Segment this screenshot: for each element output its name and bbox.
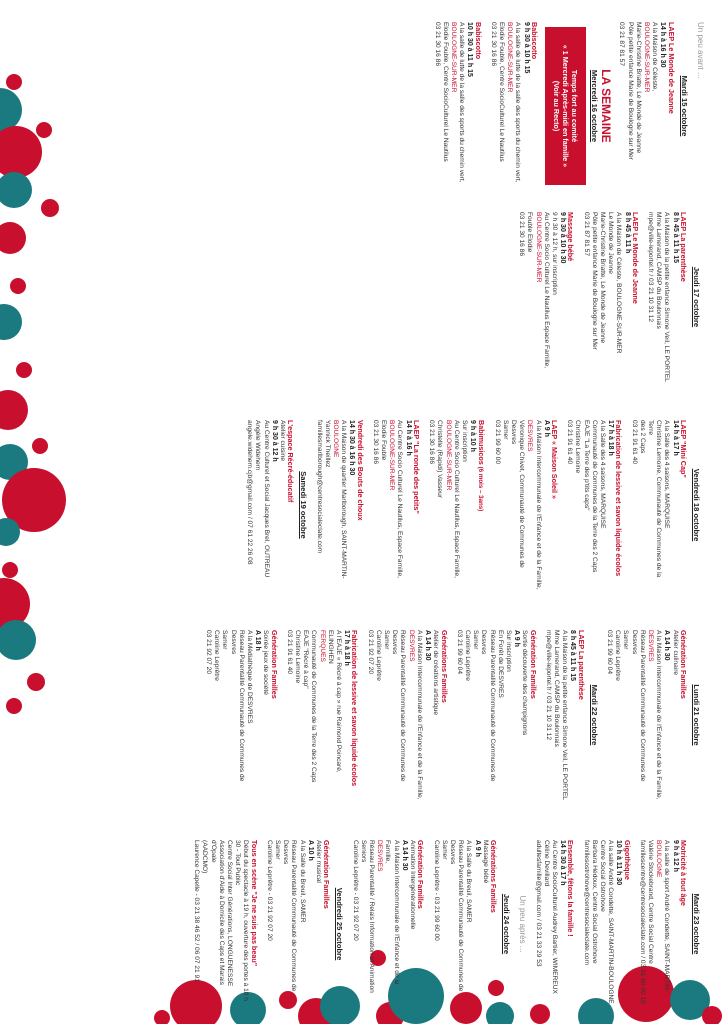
event-line: BOULOGNE-SUR-MER [388, 420, 396, 491]
event-time: 10 h à 11 h 30 [615, 840, 623, 886]
event-line: Au Centre Socio Culturel Le Nautilus Espace Famille, [542, 212, 550, 369]
event-line: 03 21 92 07 20 [366, 630, 374, 674]
event-block [265, 840, 344, 1008]
event-line: A la salle de lutte de la salle des sports du chemin vert, [458, 22, 466, 183]
event-line: Le Monde de Jeanne [607, 212, 615, 274]
event-line: Centre Social Ostrohove [598, 840, 606, 912]
event-line: EAJE "Récré à cap" [302, 630, 310, 689]
event-line: Elodie Fouble [380, 420, 388, 461]
day-heading: Jeudi 24 octobre [502, 893, 512, 955]
event-time: 14 h à 17 h [671, 420, 679, 456]
event-line: Samer [221, 630, 229, 650]
event-line: A l'EAJE « Récré à cap » rue Raimond Poincaré, ELINGHEN [326, 630, 343, 773]
banner-line: « 1 Mercredi Après-midi en famille » [560, 44, 570, 168]
event-time: 10 h 30 à 11 h 15 [466, 22, 474, 77]
event-line: Pôle petite enfance Marie de Boulogne sur Mer [590, 212, 598, 350]
event-line: 03 21 87 81 57 [582, 212, 590, 256]
event-line: Seniors [359, 840, 367, 863]
event-time: 9 h à 12 h [671, 840, 679, 872]
event-title: Vendredi des Bouts de choux [355, 420, 365, 521]
deco-circle [6, 74, 22, 90]
event-line: Céline Devillard [542, 840, 550, 887]
event-line: Centre Social Inter Générations, LONGUENESSE [226, 840, 234, 987]
event-line: (AADCMO) [201, 840, 209, 874]
deco-circle [0, 304, 22, 340]
event-line: Animation Intergénérationnelle [409, 840, 417, 930]
event-title: Tous en scène "Je ne suis pas beau" [249, 840, 259, 967]
event-line: Caroline Leprêtre [463, 630, 471, 681]
event-line: Caroline Leprêtre - 03 21 92 07 20 [351, 840, 359, 941]
event-title: Générations Familles [488, 840, 498, 913]
event-title: LAEP Le Monde de Jeanne [666, 22, 676, 114]
event-line: A la Salle des 4 saisons, MARQUISE [663, 420, 671, 529]
event-title: Motricité à tout âge [678, 840, 688, 906]
event-line: BOULOGNE-SUR-MER [642, 22, 650, 93]
event-line: 03 21 30 16 86 [433, 22, 441, 66]
event-block [581, 212, 638, 382]
event-line: Samer [501, 420, 509, 440]
event-line: A la Salle du Breuil, SAMER [465, 840, 473, 923]
event-block [517, 212, 574, 382]
event-line: Caroline Leprêtre [374, 630, 382, 681]
event-title: LAEP "Mini Cap" [678, 420, 688, 478]
event-line: Au Centre SocioCulturel Audrey Bartier, WIMEREUX [550, 840, 558, 994]
day-heading: Vendredi 25 octobre [335, 887, 345, 961]
event-block [629, 420, 700, 590]
event-line: DESVRES [407, 630, 415, 662]
event-line: Atelier de créations artistique [432, 630, 440, 716]
event-line: Réseau Parentalité Communauté de Communes de Desvres [391, 630, 407, 782]
event-title: Babiscotto [473, 22, 483, 60]
event-line: 03 21 91 61 40 [630, 420, 638, 464]
column-thursday [510, 212, 704, 382]
event-line: Réseau Parentalité Communauté de Communes de Desvres [282, 840, 298, 992]
event-title: Génération Familles [528, 630, 538, 699]
column-before [425, 22, 704, 190]
event-line: DESVRES [646, 630, 654, 662]
event-line: Caroline Leprêtre [614, 630, 622, 681]
event-line: FERQUES [318, 630, 326, 662]
event-line: Réseau Parentalité Communauté de Communes de Desvres [630, 630, 646, 782]
event-line: Association d'Aide à Domicile des Caps et Marais d'Opale [209, 840, 225, 985]
event-line: Caroline Leprêtre - 03 21 92 07 20 [265, 840, 273, 941]
event-line: 03 21 30 16 86 [489, 22, 497, 66]
deco-circle [0, 390, 28, 430]
event-line: A 14 h 30 [424, 630, 432, 661]
event-line: Réseau Parentalité / Relais Information et Animation [368, 840, 376, 993]
event-block [455, 630, 537, 800]
event-line: Marie-Christine Briatte, Le Monde de Jeanne [634, 22, 642, 154]
event-block [431, 840, 510, 1008]
event-line: Laurence Capelle - 03 21 38 46 52 / 06 07 21 91 [193, 840, 201, 982]
event-block [204, 630, 278, 800]
event-line: A la Maison Intercommunale de l'Enfance et de la Famille, [655, 630, 663, 800]
deco-circle [0, 126, 42, 178]
event-line: Communauté de Communes de la Terre des 2 Caps [590, 420, 598, 573]
deco-circle [10, 278, 26, 294]
event-line: Soirée jeux de société [262, 630, 270, 695]
event-line: Début du spectacle à 19 h, ouverture des portes à 18 h [242, 840, 250, 1001]
event-line: A la Maison Intercommunale de l'Enfance et de la Famille, [384, 840, 400, 985]
event-line: 03 21 30 16 86 [428, 420, 436, 464]
event-line: famillescentre@centresocialeclate.com / 03 91 90 00 10 [638, 840, 646, 1004]
event-line: A 18 h [254, 630, 262, 651]
event-line: DESVRES [526, 420, 534, 452]
event-line: BOULOGNE-SUR-MER [506, 22, 514, 93]
event-line: 03 21 99 60 04 [455, 630, 463, 674]
event-line: Samer [622, 630, 630, 650]
event-block [533, 840, 574, 1008]
weekly-agenda [60, 0, 724, 1024]
column-monday-tuesday [197, 630, 704, 800]
event-line: BOULOGNE [655, 840, 663, 878]
day-heading: Mardi 22 octobre [589, 684, 599, 746]
event-line: Angèle Widehem [254, 420, 262, 471]
event-line: EAJE "La Terre des p'tits caps" [582, 420, 590, 511]
event-time: 8 h 45 à 11 h 15 [671, 212, 679, 263]
event-line: Sur inscription [504, 630, 512, 672]
event-line: Caroline Leprêtre [213, 630, 221, 681]
event-line: 03 21 30 16 86 [518, 212, 526, 256]
event-time: 8 h 45 à 11 h [623, 212, 631, 254]
column-wednesday-friday [185, 840, 704, 1008]
deco-circle [0, 88, 22, 132]
event-line: A la Maison Intercommunale de l'Enfance et de la Famille, [415, 630, 423, 800]
event-line: Mme Lamerand, CAMSP du Boulonnais [552, 630, 560, 747]
event-line: A la Médiathèque de DESVRES [246, 630, 254, 724]
day-heading: Mardi 15 octobre [679, 75, 689, 137]
deco-circle [0, 620, 36, 660]
day-heading: Vendredi 18 octobre [692, 468, 701, 542]
event-line: A la Maison de la petite enfance Simone Veil, LE PORTEL [561, 630, 569, 800]
event-line: 03 21 91 61 40 [566, 420, 574, 464]
event-title: Ensemble, fêtons la famille ! [566, 840, 576, 937]
event-line: angele.widehem.cjb@gmail.com / 07 61 22 26 08 [246, 420, 254, 565]
event-title: Génération Familles [322, 840, 332, 909]
event-line: A la salle de sport André Condette, SAINT-MARTIN- [663, 840, 671, 992]
event-title: Fabrication de lessive et savon liquide écolos [350, 630, 360, 787]
event-line: 03 21 92 07 20 [205, 630, 213, 674]
event-line: Atelier cuisine [279, 420, 287, 462]
event-block [646, 212, 700, 382]
deco-circle [32, 438, 48, 454]
event-line: A 10 h [306, 840, 314, 861]
event-line: Pôle petite enfance Marie de Boulogne sur Mer [626, 22, 634, 160]
event-title: LAEP La parenthèse [678, 212, 688, 282]
event-line: Caroline Leprêtre - 03 21 99 60 00 [432, 840, 440, 941]
event-title: LAEP « Maison Soleil » [549, 420, 559, 499]
highlight-banner [546, 28, 585, 184]
event-line: A la Maison de Céleste, BOULOGNE-SUR-MER [615, 212, 623, 354]
event-age-range: (6 mois – 3ans) [477, 466, 485, 512]
event-line: des 2 Caps [638, 420, 646, 454]
event-line: Sur inscription [460, 420, 468, 462]
event-line: Réseau Parentalité Communauté de Communes de Desvres [480, 630, 496, 782]
event-block [245, 420, 307, 590]
event-line: 03 21 91 61 40 [285, 630, 293, 674]
event-block [285, 630, 359, 800]
event-line: A 9 h [513, 630, 521, 647]
event-time: 17 h à 18 h [607, 420, 615, 456]
deco-circle [16, 362, 32, 378]
event-line: A la Maison Intercommunale de l'Enfance et de la Famille, [534, 420, 542, 590]
event-line: Réseau Parentalité Communauté de Communes de Desvres [448, 840, 465, 992]
event-title: Babiscotto [529, 22, 539, 60]
event-line: A la Salle du Breuil, SAMER [298, 840, 306, 923]
event-line: Barbara Hédoux, Centre Social Ostrohove [590, 840, 598, 964]
deco-circle [6, 698, 22, 714]
event-line: Au Centre Socio Culturel Le Nautilus, Espace Famille, [452, 420, 460, 578]
event-time: 14 h à 16 h 30 [659, 22, 667, 68]
event-line: adultesfamille@gmail.com / 03 21 33 29 53 [534, 840, 542, 967]
event-line: famillesostrohove@centresocialeclate.com [582, 840, 590, 966]
event-title: Générations Familles [439, 630, 449, 703]
event-time: 9 h 30 à 10 h 30 [559, 212, 567, 264]
outro-heading: Un peu après ... [518, 895, 528, 953]
event-line: 03 21 99 60 00 [493, 420, 501, 464]
event-title: Fabrication de lessive et savon liquide écolos [614, 420, 624, 577]
event-line: A la Maison de quartier Marlborough, SAINT-MARTIN- [340, 420, 348, 579]
event-line: A 14 h 30 [400, 840, 408, 871]
event-line: 9 h 30 à 12 h [270, 420, 278, 462]
event-block [427, 420, 485, 590]
event-block [581, 840, 630, 1008]
event-time: 14 h 30 à 16 h 30 [348, 420, 356, 476]
event-title: LAEP Le Monde de Jeanne [630, 212, 640, 304]
week-heading: LA SEMAINE [599, 69, 614, 143]
event-line: Sortie découverte des champignons [521, 630, 529, 736]
event-line: Samer [383, 630, 391, 650]
event-line: Réseau Parentalité Communauté de Communes de Desvres [229, 630, 245, 782]
event-line: 03 21 87 81 57 [618, 22, 626, 66]
event-line: Samer [440, 840, 448, 860]
event-line: Au Centre Culturel et Social Jacques Brel, OUTREAU [262, 420, 270, 578]
event-line: Atelier musical [315, 840, 323, 883]
event-line: BOULOGNE-SUR-MER [444, 420, 452, 491]
col1-events [617, 22, 688, 190]
event-line: Elodie Fouble, Centre SocioCulturel Le Nautilus [497, 22, 505, 162]
event-block [605, 630, 700, 800]
event-block [192, 840, 258, 1008]
banner-line: (Voir au Recto) [551, 80, 561, 132]
event-title: LAEP La parenthèse [576, 630, 586, 700]
event-block [489, 22, 598, 190]
event-line: Christine Lemoine [574, 420, 582, 474]
event-line: A la Salle des 4 saisons, MARQUISE [598, 420, 606, 529]
event-line: En Forêt de DESVRES [496, 630, 504, 698]
event-time: 9 h 30 à 10 h 15 [522, 22, 530, 74]
event-block [371, 420, 420, 590]
event-line: mpe@ville-leportel.fr / 03 21 10 31 12 [544, 630, 552, 741]
event-title: L'espace Récré-éducatif [286, 420, 296, 503]
banner-line: Temps fort au comité [569, 69, 579, 143]
event-title: LAEP "La ronde des petits" [411, 420, 421, 514]
event-time: A 9 h [542, 420, 550, 437]
event-line: Christine Lemoine, Communauté de Communes de la Terre [646, 420, 663, 578]
event-line: Fouble Elodie [526, 212, 534, 253]
event-line: A 9 h [473, 840, 481, 857]
event-line: Samer [472, 630, 480, 650]
event-block [350, 840, 424, 1008]
event-line: A la Maison de Céleste, [651, 22, 659, 92]
deco-circle [41, 199, 59, 217]
event-line: BOULOGNE [332, 420, 340, 458]
event-time: 8 h 45 à 11 h 15 [569, 630, 577, 681]
column-friday-saturday [238, 420, 704, 590]
event-line: famillesmarlborough@centresocialeclate.com [315, 420, 323, 554]
event-title: Babimusicos [477, 420, 487, 465]
day-heading: Samedi 19 octobre [299, 471, 309, 539]
event-line: mpe@ville-leportel.fr / 03 21 10 31 12 [646, 212, 654, 323]
event-block [492, 420, 558, 590]
event-line: Atelier culinaire [671, 630, 679, 676]
event-title: Génération Familles [269, 630, 279, 699]
day-heading: Lundi 21 octobre [692, 684, 701, 746]
deco-circle [27, 673, 45, 691]
event-line: Christelle (Rapidi) Vasseur [436, 420, 444, 498]
event-line: Communauté de Communes de la Terre des 2 Caps [310, 630, 318, 783]
event-line: DESVRES [376, 840, 384, 872]
event-title: Gigothèque [622, 840, 632, 880]
event-block [638, 840, 700, 1008]
day-heading: Jeudi 17 octobre [692, 266, 701, 328]
event-block [314, 420, 363, 590]
day-heading: Mercredi 16 octobre [589, 69, 599, 143]
event-line: 9 h 30 à 12 h, sur inscription [550, 212, 558, 295]
event-line: BOULOGNE-SUR-MER [534, 212, 542, 283]
event-line: BOULOGNE-SUR-MER [449, 22, 457, 93]
event-line: Samer [274, 840, 282, 860]
event-line: 03 21 30 16 86 [371, 420, 379, 464]
event-line: 03 21 99 60 04 [605, 630, 613, 674]
event-block [544, 630, 598, 800]
event-line: Christine Lemoine [294, 630, 302, 684]
event-title: Massage bébé [566, 212, 576, 262]
event-line: A 14 h 30 [663, 630, 671, 661]
event-line: Marie-Christine Briatte, Le Monde de Jeanne [598, 212, 606, 344]
event-title: Génération Familles [678, 630, 688, 699]
event-line: A la salle André Condette, SAINT-MARTIN-BOULOGNE [607, 840, 615, 1004]
deco-circle [36, 122, 52, 138]
event-block [617, 22, 688, 190]
event-line: A la salle de lutte de la salle des sports du chemin vert, [514, 22, 522, 183]
event-line: A la Maison de la petite enfance Simone Veil, LE PORTEL [663, 212, 671, 382]
event-title: Génération Familles [416, 840, 426, 909]
event-block [565, 420, 622, 590]
event-block [365, 630, 447, 800]
deco-circle [2, 562, 18, 578]
event-line: Massage bébé [481, 840, 489, 884]
event-line: 30 - Tout Public [234, 840, 242, 886]
event-time: 17 h à 18 h [343, 630, 351, 666]
event-line: Valérie Stockebrand, Centre Social Centre [646, 840, 654, 964]
event-time: 9 h à 10 h [469, 420, 477, 452]
event-line: Mme Lamerand, CAMSP du Boulonnais [655, 212, 663, 329]
deco-circle [0, 172, 32, 208]
event-block [432, 22, 481, 190]
event-time: 14 h 30 à 17 h [559, 840, 567, 886]
day-heading: Mardi 23 octobre [692, 893, 701, 955]
event-line: Yannick Theillez [323, 420, 331, 468]
deco-circle [0, 222, 26, 254]
event-line: Elodie Fouble, Centre SocioCulturel Le Nautilus [441, 22, 449, 162]
event-line: Au Centre Socio Culturel Le Nautilus, Espace Famille, [396, 420, 404, 578]
event-time: 14 h à 16 h [404, 420, 412, 456]
intro-heading: Un peu avant ... [696, 22, 705, 79]
event-line: Véronique Chivet, Communauté de Communes de Desvres [509, 420, 526, 568]
